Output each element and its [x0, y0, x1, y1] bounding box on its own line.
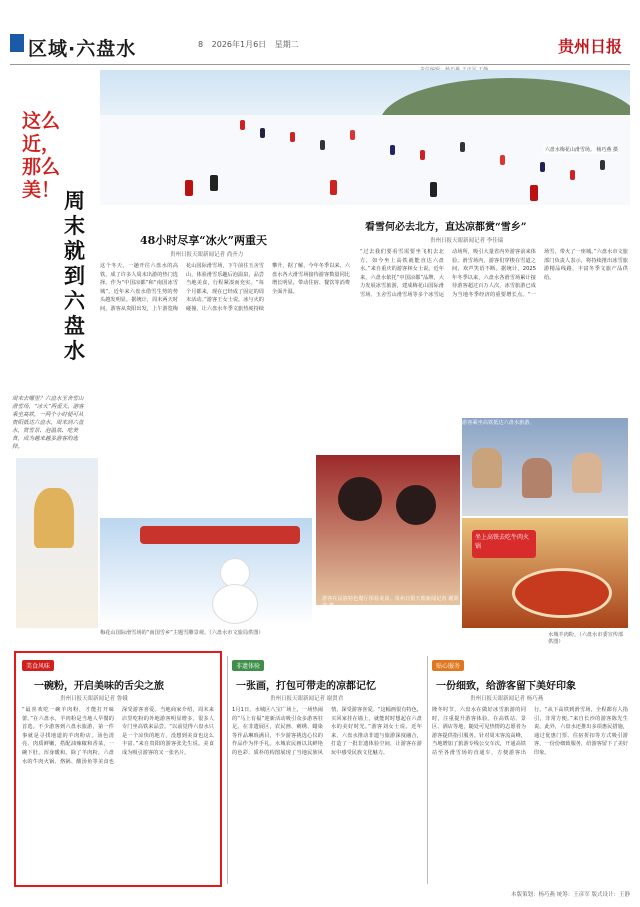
promo-sign: 坐上高铁去吃牛肉火锅 — [472, 530, 536, 558]
page-footer: 本版策划：杨巧燕 统筹：王彦军 版式设计：王静 — [511, 892, 630, 898]
deer-sculpture-photo — [16, 458, 98, 628]
skier — [320, 140, 325, 150]
article2-title: 看雪何必去北方，直达凉都赏“雪乡” — [365, 222, 527, 233]
col3-title: 一份细致，给游客留下美好印象 — [436, 681, 576, 692]
headdress — [338, 477, 382, 521]
col1-tag: 美食风味 — [22, 660, 54, 671]
section-title: 区域·六盘水 — [28, 38, 137, 60]
skier — [260, 128, 265, 138]
weekday: 星期二 — [274, 40, 299, 49]
snowman-body — [212, 584, 258, 624]
col1-title: 一碗粉，开启美味的舌尖之旅 — [34, 681, 164, 692]
article2-byline: 贵州日报天眼新闻记者 李佳瑞 — [430, 238, 504, 244]
skier — [290, 132, 295, 142]
paper-logo: 贵州日报 — [557, 37, 622, 56]
issue-date: 2026年1月6日 — [211, 40, 267, 49]
train-photo — [462, 418, 628, 516]
col1-byline: 贵州日报天眼新闻记者 鲁娥 — [60, 696, 128, 702]
deer-sculpture — [34, 488, 74, 548]
passenger — [572, 453, 602, 493]
snow-sculpture-photo — [100, 518, 312, 626]
hero-photo-ski-slope — [100, 70, 630, 205]
edition-marker — [10, 34, 24, 52]
skier — [540, 162, 545, 172]
article2-body: “过去我们要看雪需要坐飞机去北方，如今坐上高铁就能直达六盘水。”来自重庆的游客林女士说。近年来，六盘水依托“中国凉都”品牌，大力发展冰雪旅游，建成梅花山国际滑雪场、玉舍雪山滑雪场等多个冰雪运动场所，吸引大量省内外游客前来体验。滑雪场内，游客们穿梭在雪道之间，欢声笑语不断。据统计，2025年冬季以来，六盘水各滑雪场累计接待游客超过百万人次，冰雪旅游已成为当地冬季经济的重要增长点。“一场雪，带火了一座城。”六盘水市文旅部门负责人表示，将持续推出冰雪旅游精品线路，丰富冬季文旅产品供给。 — [360, 249, 628, 298]
column-divider — [427, 656, 428, 884]
col3-body: 隆冬时节，六盘水在做好冰雪旅游的同时，注重提升游客体验。在高铁站、景区、酒店等地，随处可见热情的志愿者为游客提供指引服务。针对周末客流高峰，当地增加了旅游专线公交车次，开通高铁站至各滑雪场的直通车，方便游客出行。“从下高铁到滑雪场，全程都有人指引，非常方便。”来自长沙的游客陈先生说。此外，六盘水还推出多项惠民措施，通过优惠门票、住宿折扣等方式吸引游客，一份份细致服务，给游客留下了美好印象。 — [432, 707, 628, 756]
skier — [420, 150, 425, 160]
skier — [430, 182, 437, 197]
skier — [600, 160, 605, 170]
col3-byline: 贵州日报天眼新闻记者 杨巧燕 — [470, 696, 544, 702]
people-photo — [316, 455, 460, 605]
col2-title: 一张画，打包可带走的凉都记忆 — [236, 681, 376, 692]
snow-sculpture-caption: 梅花山国际滑雪场的“南国雪乡”主题雪雕景观。（六盘水市文旅局供图） — [100, 630, 264, 636]
beef-noodle-caption: 水城羊肉粉。（六盘水市委宣传部供图） — [548, 632, 624, 645]
entrance-sign — [140, 526, 300, 544]
skier — [330, 180, 337, 195]
noodle-bowl — [512, 568, 612, 618]
skier — [210, 175, 218, 191]
masthead-rule — [10, 64, 630, 65]
article1-byline: 贵州日报天眼新闻记者 尚齐力 — [170, 252, 244, 258]
article1-body: 这个冬天，一趟开往六盘水的高铁，成了许多人周末出游的热门选择。作为“中国凉都”和“南国冰雪城”，近年来六盘水借雪生势的势头越发明显。据统计，周末两天时间，游客从贵阳出发，上午游览梅花山国际滑雪场，下午前往玉舍雪山，体验滑雪乐趣后泡温泉，品尝当地美食，行程紧凑而充实。“每个月都来，现在已经成了固定的周末活动。”游客王女士说。冰与火的碰撞，让六盘水冬季文旅热度持续攀升。据了解，今年冬季以来，六盘水各大滑雪场接待游客数量同比增长明显，带动住宿、餐饮等消费全面升温。 — [100, 263, 350, 312]
skier — [390, 145, 395, 155]
people-photo-caption: 游客在民族特色餐厅体验美食。贵州日报天眼新闻记者 谢贤君 摄 — [322, 596, 459, 609]
col3-tag: 贴心服务 — [432, 660, 464, 671]
skier — [500, 155, 505, 165]
skier — [570, 170, 575, 180]
page-number: 8 — [198, 40, 204, 49]
snow-slope — [100, 115, 630, 205]
passenger — [472, 448, 502, 488]
hero-photo-credit: 六盘水梅花山滑雪场。 杨巧燕 摄 — [544, 147, 618, 153]
lead-paragraph: 周末去哪里？六盘水玉舍雪山滑雪场，“冰火”两重天。游客乘坐高铁，一两个小时便可从贵阳抵达六盘水，周末到六盘水，赏雪景、泡温泉、吃美食，成为越来越多游客的选择。 — [12, 396, 84, 450]
headline-red: 这么近，那么美！ — [22, 110, 61, 201]
col2-byline: 贵州日报天眼新闻记者 谢贤君 — [270, 696, 344, 702]
col1-body: “最喜欢吃一碗羊肉粉，才能打开味蕾。”在六盘水，羊肉粉是当地人早餐的首选。不少游客到六盘水旅游，第一件事就是寻找地道的羊肉粉店。汤色清亮、肉质鲜嫩，搭配油辣椒和香菜，一碗下肚，浑身暖和。除了羊肉粉，六盘水的牛肉火锅、烙锅、酸汤鱼等美食也深受游客喜爱。当地商家介绍，周末来店里吃粉的外地游客明显增多，很多人专门坐高铁来品尝。“以前觉得六盘水只是一个凉快的地方，没想到美食也这么丰富。”来自贵阳的游客张先生说。美食成为吸引游客的又一张名片。 — [22, 707, 214, 765]
column-divider — [227, 656, 228, 884]
skier — [460, 142, 465, 152]
page-meta — [198, 39, 299, 50]
train-photo-caption: 游客乘坐高铁抵达六盘水旅游。 — [462, 420, 535, 426]
beef-noodle-photo — [462, 518, 628, 628]
skier — [185, 180, 193, 196]
skier — [240, 120, 245, 130]
headline-black: 周末就到六盘水 — [64, 188, 85, 363]
skier — [530, 185, 538, 201]
article1-title: 48小时尽享“冰火”两重天 — [140, 234, 267, 247]
col2-tag: 非遗体验 — [232, 660, 264, 671]
masthead — [10, 34, 630, 62]
skier — [350, 130, 355, 140]
passenger — [522, 458, 552, 498]
col2-body: 1月1日，水城区八宝广场上，一场热闹的“马上有福”迎新活动吸引众多游客驻足。在非遗展区，农民画、刺绣、蜡染等作品琳琅满目，不少游客挑选心仪的作品作为伴手礼。水城农民画以其鲜艳的色彩、质朴的构图展现了当地民族风情，深受游客喜爱。“这幅画很有特色，买回家挂在墙上，就能时时想起在六盘水的美好时光。”游客刘女士说。近年来，六盘水推动非遗与旅游深度融合，打造了一批非遗体验空间，让游客在游玩中感受民族文化魅力。 — [232, 707, 422, 756]
headdress — [396, 485, 436, 525]
